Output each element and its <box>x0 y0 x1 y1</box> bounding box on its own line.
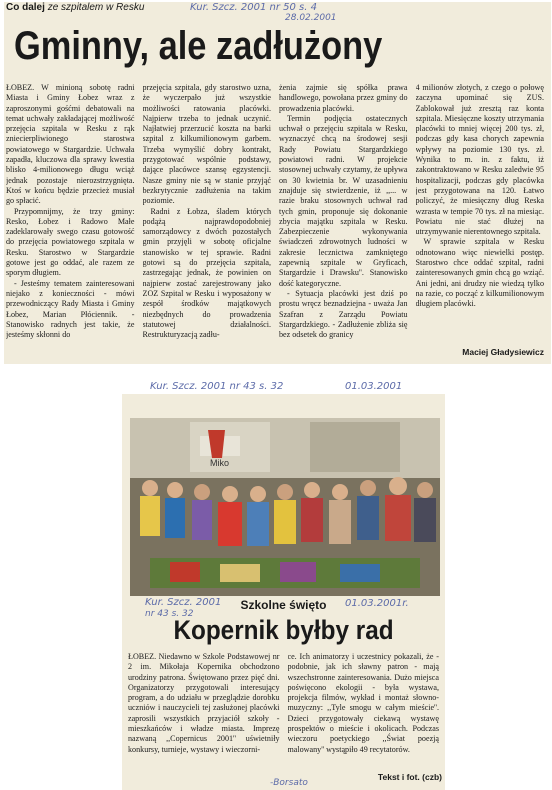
handwritten-date-note: 28.02.2001 <box>285 13 337 23</box>
handwritten-date-note-2: 01.03.2001r. <box>345 598 409 609</box>
paragraph: - Jesteśmy tematem zainteresowani niejako z konieczności - mówi przewodniczący Rady Miasta i Gminy Łobez, Marian Płóciennik. - Stanowisko radnych jest takie, że jesteśmy skłonni do <box>6 278 135 340</box>
article-kicker <box>6 2 144 13</box>
paragraph: ŁOBEZ. Niedawno w Szkole Podstawowej nr 2 im. Mikołaja Kopernika obchodzono urodziny patrona. Świętowano przez pięć dni. Organizatorzy przygotowali interesujący program, a do udziału w przeglądzie dorobku uczniów i nauczycieli tej zasłużonej placówki zaprosili wszystkich przyjaciół szkoły - mieszkańców i władze miasta. Imprezę nazwaną ,,Copernicus 2001'' uświetniły konkursy, turnieje, wystawy i wieczorni- <box>128 652 280 754</box>
article-column-2 <box>288 652 440 782</box>
paragraph: Radni z Łobza, śladem których podążą najprawdopodobniej samorządowcy z dwóch pozostałych gmin przyjęli w sobotę oficjalne stanowisko w tej sprawie. Radni gotowi są do przejęcia szpitala, zastrzegając jednak, że powinien on najpierw zostać zarejestrowany jako ZOZ Szpital w Resku i wyposażony w zespół środków majątkowych niezbędnych do prowadzenia statutowej działalności. Restrukturyzacją zadłu- <box>142 206 271 340</box>
banner-text: Miko <box>210 458 230 468</box>
author-signature: Maciej Gładysiewicz <box>462 347 544 357</box>
paragraph: przejęcia szpitala, gdy starostwo uzna, że wyczerpało już wszystkie możliwości ratowania placówki. Najpierw trzeba to jednak uczynić. Najłatwiej przerzucić koszta na barki szpital z kilkumilionowym garbem. Trzeba wymyślić dobry kontrakt, przygotować wspólnie podstawy, dające placówce szansę egzystencji. Nasze gminy nie są w stanie przyjąć bezkrytycznie zadłużenia na takim poziomie. <box>142 83 271 206</box>
article-body-columns-2 <box>128 652 439 782</box>
article-column-3 <box>279 83 408 345</box>
handwritten-source-note: Kur. Szcz. 2001 nr 50 s. 4 <box>190 2 317 13</box>
kicker-bold: Co dalej <box>6 2 45 13</box>
class-photo <box>130 418 440 596</box>
paragraph: Termin podjęcia ostatecznych uchwał o przejęciu szpitala w Resku, wyznaczyć chcą na środowej sesji Rady Powiatu Stargardzkiego powiatowi radni. W projekcie stosownej uchwały czytamy, że upływa on 30 kwietnia br. W uzasadnieniu znajduje się stwierdzenie, iż ,,... w razie braku stosownych uchwał rad tych gmin, proponuje się dokonanie zbycia majątku szpitala w Resku. Zabezpieczenie wykonywania świadczeń zdrowotnych ludności w zakresie lecznictwa zamkniętego zapewnią szpitale w Gryficach, Stargardzie i Drawsku''. Stanowisko dość kategoryczne. <box>279 113 408 288</box>
paragraph: ŁOBEZ. W minioną sobotę radni Miasta i Gminy Łobez wraz z zaproszonymi gośćmi debatowali na temat uchwały zakładającej możliwość przejęcia szpitala w Resku z rąk zniecierpliwionego starostwa powiatowego w Stargardzie. Uchwała zapadła, kluczowa dla sprawy kwestia blisko 4-milionowego długu wciąż jednak pozostaje nierozstrzygnięta. Ktoś w końcu będzie przecież musiał go spłacić. <box>6 83 135 206</box>
article-body-columns <box>6 83 544 345</box>
paragraph: - Sytuacja placówki jest dziś po prostu wręcz beznadziejna - uważa Jan Szafran z Zarządu Powiatu Stargardzkiego. - Zadłużenie zbliża się bez odsetek do granicy <box>279 288 408 340</box>
article-column-4 <box>416 83 545 345</box>
article-column-1 <box>6 83 135 345</box>
paragraph: ce. Ich animatorzy i uczestnicy pokazali, że - podobnie, jak ich sławny patron - mają wszechstronne zainteresowania. Dużo miejsca poświęcono ekologii - była wystawa, projekcja filmów, wykład i montaż słowno-muzyczny: ,,Tyle smogu w całym mieście''. Dzieci przygotowały ciekawą wystawę prospektów o mieście i okolicach. Podczas wieczoru poetyckiego ,,Świat poezją malowany'' wystąpiło 49 recytatorów. <box>287 652 439 754</box>
handwritten-source-note: Kur. Szcz. 2001 nr 43 s. 32 <box>150 381 284 392</box>
article-column-2 <box>143 83 272 345</box>
article-headline: Gminny, ale zadłużony <box>14 24 383 68</box>
photo-credit: Tekst i fot. (czb) <box>377 772 442 782</box>
handwritten-bottom-note: -Borsato <box>270 778 308 788</box>
handwritten-source-note-2: Kur. Szcz. 2001 <box>145 597 222 608</box>
paragraph: żenia zajmie się spółka prawa handlowego, powołana przez gminy do prowadzenia placówki. <box>279 83 408 113</box>
article-column-1 <box>128 652 280 782</box>
section-label: Szkolne święto <box>240 598 327 612</box>
handwritten-date-note: 01.03.2001 <box>345 381 403 392</box>
article-headline-2: Kopernik byłby rad <box>173 615 394 645</box>
paragraph: W sprawie szpitala w Resku odnotowano więc niewielki postęp. Starostwo chce oddać szpital, radni zainteresowanych gmin chcą go wziąć. Ani jedni, ani drudzy nie wiedzą tylko na razie, co począć z kilkumilionowym długiem placówki. <box>415 237 544 309</box>
class-photo-illustration <box>130 418 440 596</box>
handwritten-issue-note: nr 43 s. 32 <box>145 609 194 619</box>
paragraph: 4 milionów złotych, z czego o połowę zaczyna upominać się ZUS. Zablokował już zresztą raz konta szpitala. Miesięczne koszty utrzymania placówki to mniej więcej 200 tys. zł, podczas gdy kasa chorych zapewnia wpływy na poziomie 130 tys. zł. Wynika to m. in. z faktu, iż zakontraktowano w Resku zaledwie 95 hospitalizacji, podczas gdy placówka jest przygotowana na 120. Łatwo policzyć, że miesięczny dług Reska wzrasta w tempie 70 tys. zł na miesiąc. Powiatu nie stać dłużej na utrzymywanie nierentownego szpitala. <box>415 83 544 237</box>
paragraph: Przypomnijmy, że trzy gminy: Resko, Łobez i Radowo Małe zadeklarowały swego czasu gotowość do przejęcia powiatowego szpitala w Resku. Starostwo w Stargardzie gotowe jest go oddać, ale razem ze sporym długiem. <box>6 206 135 278</box>
kicker-italic: ze szpitalem w Resku <box>47 2 145 13</box>
